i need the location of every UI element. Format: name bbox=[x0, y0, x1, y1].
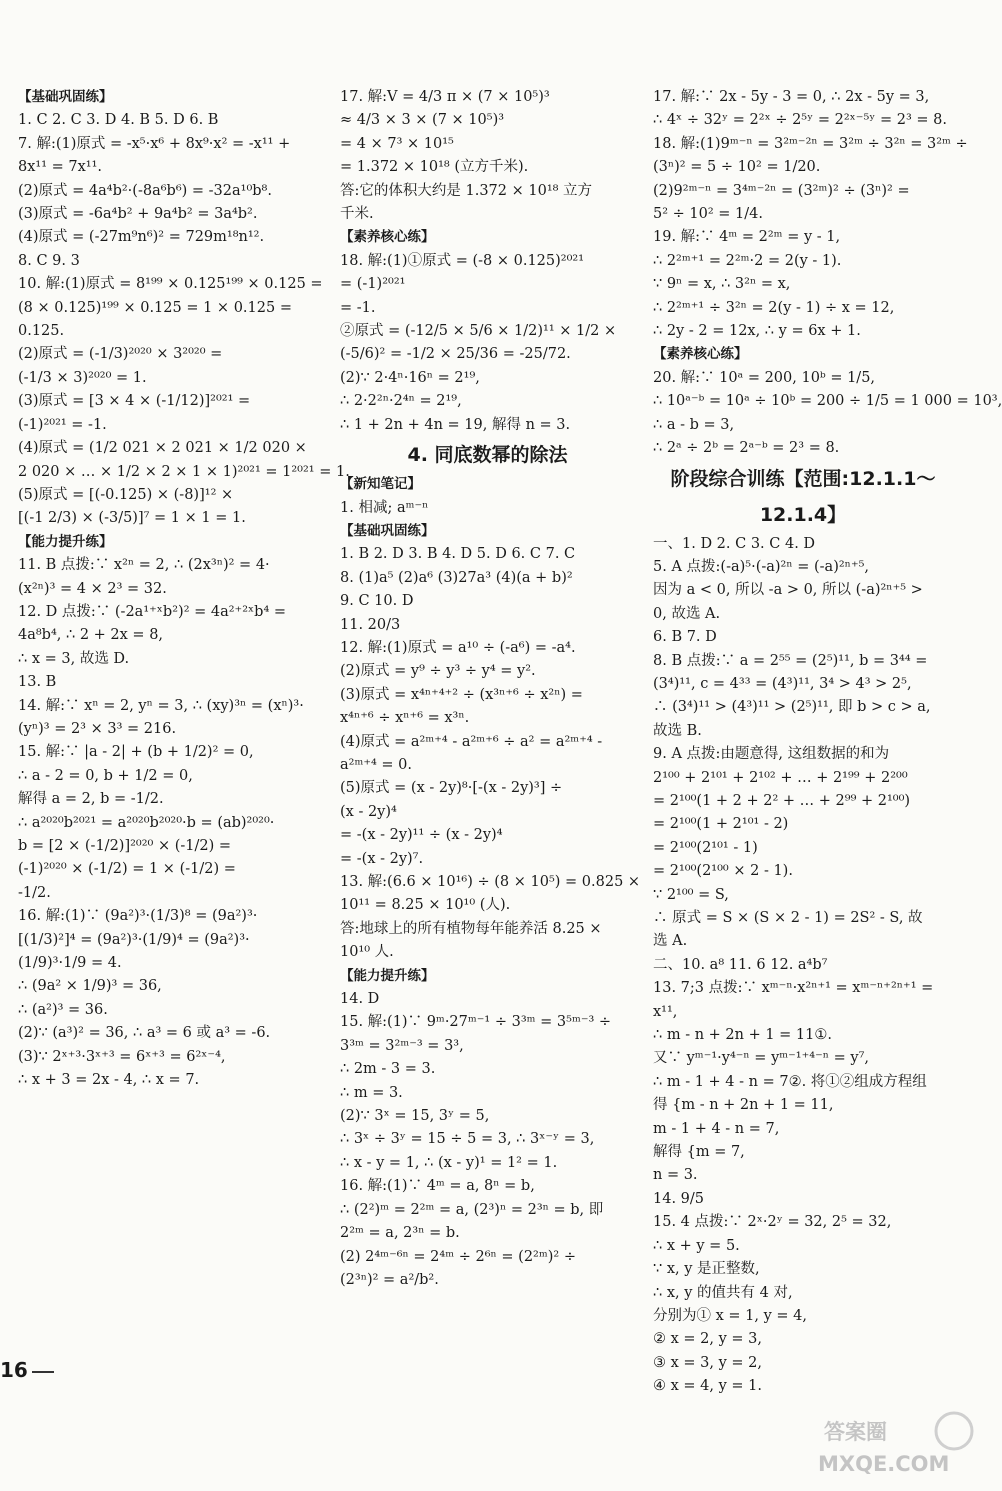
answer-line: [(-1 2/3) × (-3/5)]⁷ = 1 × 1 = 1. bbox=[18, 510, 246, 527]
answer-line: 答:地球上的所有植物每年能养活 8.25 × bbox=[340, 920, 602, 937]
answer-line: 2¹⁰⁰ + 2¹⁰¹ + 2¹⁰² + … + 2¹⁹⁹ + 2²⁰⁰ bbox=[653, 769, 908, 786]
answer-line: = (-1)²⁰²¹ bbox=[340, 276, 406, 293]
answer-line: 12. 解:(1)原式 = a¹⁰ ÷ (-a⁶) = -a⁴. bbox=[340, 639, 576, 656]
answer-line: 4a⁸b⁴, ∴ 2 + 2x = 8, bbox=[18, 627, 164, 644]
answer-line: ∵ 9ⁿ = x, ∴ 3²ⁿ = x, bbox=[653, 276, 791, 293]
answer-line: ∴ 2m - 3 = 3. bbox=[340, 1061, 436, 1078]
answer-line: 5² ÷ 10² = 1/4. bbox=[653, 206, 763, 223]
answer-line: (3)原式 = [3 × 4 × (-1/12)]²⁰²¹ = bbox=[18, 393, 251, 410]
answer-line: = 2¹⁰⁰(1 + 2 + 2² + … + 2⁹⁹ + 2¹⁰⁰) bbox=[653, 792, 911, 809]
page-number: 16 bbox=[0, 1358, 54, 1382]
answer-line: 19. 解:∵ 4ᵐ = 2²ᵐ = y - 1, bbox=[653, 229, 841, 246]
answer-line: a²ᵐ⁺⁴ = 0. bbox=[340, 756, 413, 773]
answer-line: 8. B 点拨:∵ a = 2⁵⁵ = (2⁵)¹¹, b = 3⁴⁴ = bbox=[653, 652, 928, 669]
answer-line: ∴ 3ˣ ÷ 3ʸ = 15 ÷ 5 = 3, ∴ 3ˣ⁻ʸ = 3, bbox=[340, 1131, 595, 1148]
answer-line: 15. 解:∵ |a - 2| + (b + 1/2)² = 0, bbox=[18, 744, 254, 761]
answer-line: ∴ m = 3. bbox=[340, 1084, 403, 1101]
answer-line: 故选 B. bbox=[653, 722, 702, 739]
watermark-url: MXQE.COM bbox=[818, 1452, 950, 1476]
section-heading: 【能力提升练】 bbox=[340, 967, 435, 984]
answer-line: ∴ 原式 = S × (S × 2 - 1) = 2S² - S, 故 bbox=[653, 910, 923, 926]
answer-line: ∴ 2²ᵐ⁺¹ = 2²ᵐ·2 = 2(y - 1). bbox=[653, 252, 842, 269]
answer-line: 13. B bbox=[18, 674, 57, 691]
answer-line: (5)原式 = [(-0.125) × (-8)]¹² × bbox=[18, 486, 234, 503]
answer-line: = 2¹⁰⁰(2¹⁰¹ - 1) bbox=[653, 839, 758, 856]
answer-line: ∵ x, y 是正整数, bbox=[653, 1261, 760, 1278]
answer-line: (3⁴)¹¹, c = 4³³ = (4³)¹¹, 3⁴ > 4³ > 2⁵, bbox=[653, 675, 912, 692]
section-heading: 【素养核心练】 bbox=[653, 346, 748, 363]
answer-line: 2 020 × … × 1/2 × 2 × 1 × 1)²⁰²¹ = 1²⁰²¹ = 1. bbox=[18, 463, 350, 480]
answer-line: (1/9)³·1/9 = 4. bbox=[18, 955, 122, 972]
answer-line: 0, 故选 A. bbox=[653, 605, 721, 622]
answer-line: = -1. bbox=[340, 299, 376, 316]
answer-line: (x - 2y)⁴ bbox=[340, 803, 397, 820]
answer-line: 16. 解:(1)∵ 4ᵐ = a, 8ⁿ = b, bbox=[340, 1178, 535, 1195]
answer-line: ∴ x = 3, 故选 D. bbox=[18, 650, 130, 667]
answer-line: (-1)²⁰²¹ = -1. bbox=[18, 416, 107, 433]
answer-line: (-1/3 × 3)²⁰²⁰ = 1. bbox=[18, 369, 147, 386]
answer-line: = -(x - 2y)¹¹ ÷ (x - 2y)⁴ bbox=[340, 827, 503, 844]
answer-line: (2) 2⁴ᵐ⁻⁶ⁿ = 2⁴ᵐ ÷ 2⁶ⁿ = (2²ᵐ)² ÷ bbox=[340, 1248, 576, 1265]
answer-line: 9. A 点拨:由题意得, 这组数据的和为 bbox=[653, 746, 890, 763]
answer-line: (3)原式 = x⁴ⁿ⁺⁴⁺² ÷ (x³ⁿ⁺⁶ ÷ x²ⁿ) = bbox=[340, 686, 583, 703]
answer-line: ∴ x + y = 5. bbox=[653, 1237, 740, 1254]
answer-line: 11. 20/3 bbox=[340, 616, 401, 633]
answer-line: = 2¹⁰⁰(2¹⁰⁰ × 2 - 1). bbox=[653, 863, 793, 880]
answer-line: ∴ 2y - 2 = 12x, ∴ y = 6x + 1. bbox=[653, 323, 861, 340]
watermark-logo bbox=[804, 1409, 982, 1481]
answer-line: 13. 7;3 点拨:∵ xᵐ⁻ⁿ·x²ⁿ⁺¹ = xᵐ⁻ⁿ⁺²ⁿ⁺¹ = bbox=[653, 980, 934, 997]
answer-line: 得 {m - n + 2n + 1 = 11, bbox=[653, 1097, 834, 1114]
answer-line: ∴ (9a² × 1/9)³ = 36, bbox=[18, 978, 162, 995]
answer-line: (4)原式 = a²ᵐ⁺⁴ - a²ᵐ⁺⁶ ÷ a² = a²ᵐ⁺⁴ - bbox=[340, 733, 603, 750]
answer-line: 答:它的体积大约是 1.372 × 10¹⁸ 立方 bbox=[340, 182, 593, 199]
answer-line: 14. 解:∵ xⁿ = 2, yⁿ = 3, ∴ (xy)³ⁿ = (xⁿ)³· bbox=[18, 697, 304, 714]
answer-line: 10¹¹ = 8.25 × 10¹⁰ (人). bbox=[340, 897, 511, 914]
answer-line: ∴ x + 3 = 2x - 4, ∴ x = 7. bbox=[18, 1072, 200, 1089]
answer-line: (-1)²⁰²⁰ × (-1/2) = 1 × (-1/2) = bbox=[18, 861, 236, 878]
answer-line: 18. 解:(1)①原式 = (-8 × 0.125)²⁰²¹ bbox=[340, 252, 585, 269]
section-heading: 【基础巩固练】 bbox=[18, 89, 113, 105]
answer-line: m - 1 + 4 - n = 7, bbox=[653, 1120, 780, 1137]
answer-line: ∴ a - b = 3, bbox=[653, 416, 735, 433]
answer-line: (3)原式 = -6a⁴b² + 9a⁴b² = 3a⁴b². bbox=[18, 206, 258, 223]
answer-line: b = [2 × (-1/2)]²⁰²⁰ × (-1/2) = bbox=[18, 838, 232, 854]
answer-line: 分别为① x = 1, y = 4, bbox=[653, 1307, 807, 1324]
answer-line: 选 A. bbox=[653, 933, 688, 950]
answer-line: (2)9²ᵐ⁻ⁿ = 3⁴ᵐ⁻²ⁿ = (3²ᵐ)² ÷ (3ⁿ)² = bbox=[653, 182, 910, 199]
answer-line: = -(x - 2y)⁷. bbox=[340, 850, 424, 867]
section-heading: 【能力提升练】 bbox=[18, 533, 113, 550]
answer-line: ∴ 1 + 2n + 4n = 19, 解得 n = 3. bbox=[340, 416, 571, 433]
answer-line: 17. 解:∵ 2x - 5y - 3 = 0, ∴ 2x - 5y = 3, bbox=[653, 89, 930, 105]
answer-line: ∴ x - y = 1, ∴ (x - y)¹ = 1² = 1. bbox=[340, 1154, 558, 1171]
answer-line: 因为 a < 0, 所以 -a > 0, 所以 (-a)²ⁿ⁺⁵ > bbox=[653, 582, 923, 599]
answer-line: x¹¹, bbox=[653, 1003, 678, 1020]
answer-line: (4)原式 = (1/2 021 × 2 021 × 1/2 020 × bbox=[18, 440, 307, 457]
answer-line: ∴ 2ᵃ ÷ 2ᵇ = 2ᵃ⁻ᵇ = 2³ = 8. bbox=[653, 440, 840, 457]
answer-line: 12. D 点拨:∵ (-2a¹⁺ˣb²)² = 4a²⁺²ˣb⁴ = bbox=[18, 603, 287, 620]
answer-line: [(1/3)²]⁴ = (9a²)³·(1/9)⁴ = (9a²)³· bbox=[18, 931, 250, 948]
answer-line: 1. 相减; aᵐ⁻ⁿ bbox=[340, 499, 429, 516]
answer-line: 二、10. a⁸ 11. 6 12. a⁴b⁷ bbox=[653, 956, 828, 973]
answer-line: 10¹⁰ 人. bbox=[340, 944, 394, 961]
answer-line: 8x¹¹ = 7x¹¹. bbox=[18, 159, 103, 176]
answer-line: (2³ⁿ)² = a²/b². bbox=[340, 1271, 439, 1288]
answer-line: 解得 a = 2, b = -1/2. bbox=[18, 791, 164, 808]
answer-line: ④ x = 4, y = 1. bbox=[653, 1378, 762, 1395]
answer-line: 10. 解:(1)原式 = 8¹⁹⁹ × 0.125¹⁹⁹ × 0.125 = bbox=[18, 276, 323, 293]
answer-line: 13. 解:(6.6 × 10¹⁶) ÷ (8 × 10⁵) = 0.825 × bbox=[340, 874, 641, 890]
section-heading: 【新知笔记】 bbox=[340, 476, 421, 493]
answer-line: ∴ a - 2 = 0, b + 1/2 = 0, bbox=[18, 767, 193, 784]
answer-line: (-5/6)² = -1/2 × 25/36 = -25/72. bbox=[340, 346, 571, 363]
answer-line: n = 3. bbox=[653, 1167, 698, 1184]
answer-line: 15. 4 点拨:∵ 2ˣ·2ʸ = 32, 2⁵ = 32, bbox=[653, 1214, 892, 1231]
answer-line: (x²ⁿ)³ = 4 × 2³ = 32. bbox=[18, 580, 167, 597]
answer-line: ∴ (3⁴)¹¹ > (4³)¹¹ > (2⁵)¹¹, 即 b > c > a, bbox=[653, 699, 931, 716]
answer-column-right bbox=[653, 86, 1002, 1399]
section-heading: 【素养核心练】 bbox=[340, 229, 435, 246]
answer-line: 又∵ yᵐ⁻¹·y⁴⁻ⁿ = yᵐ⁻¹⁺⁴⁻ⁿ = y⁷, bbox=[653, 1050, 869, 1067]
answer-line: (2)∵ 3ˣ = 15, 3ʸ = 5, bbox=[340, 1108, 490, 1125]
answer-line: ∴ m - 1 + 4 - n = 7②. 将①②组成方程组 bbox=[653, 1073, 927, 1090]
answer-line: ∴ m - n + 2n + 1 = 11①. bbox=[653, 1027, 832, 1044]
answer-line: ②原式 = (-12/5 × 5/6 × 1/2)¹¹ × 1/2 × bbox=[340, 323, 617, 340]
answer-line: 1. B 2. D 3. B 4. D 5. D 6. C 7. C bbox=[340, 546, 576, 563]
answer-line: ② x = 2, y = 3, bbox=[653, 1331, 762, 1348]
answer-line: ≈ 4/3 × 3 × (7 × 10⁵)³ bbox=[340, 112, 505, 129]
answer-line: 20. 解:∵ 10ᵃ = 200, 10ᵇ = 1/5, bbox=[653, 369, 876, 386]
answer-line: ∴ (a²)³ = 36. bbox=[18, 1001, 108, 1018]
answer-line: ∴ 4ˣ ÷ 32ʸ = 2²ˣ ÷ 2⁵ʸ = 2²ˣ⁻⁵ʸ = 2³ = 8. bbox=[653, 112, 948, 129]
answer-line: 8. (1)a⁵ (2)a⁶ (3)27a³ (4)(a + b)² bbox=[340, 569, 573, 586]
answer-column-left bbox=[18, 86, 350, 1092]
answer-line: 千米. bbox=[340, 206, 374, 223]
answer-line: 1. C 2. C 3. D 4. B 5. D 6. B bbox=[18, 112, 219, 129]
answer-line: (2)原式 = y⁹ ÷ y³ ÷ y⁴ = y². bbox=[340, 663, 536, 680]
answer-line: 16. 解:(1)∵ (9a²)³·(1/3)⁸ = (9a²)³· bbox=[18, 908, 258, 925]
answer-line: (8 × 0.125)¹⁹⁹ × 0.125 = 1 × 0.125 = bbox=[18, 299, 292, 316]
answer-line: x⁴ⁿ⁺⁶ ÷ xⁿ⁺⁶ = x³ⁿ. bbox=[340, 710, 470, 727]
answer-line: ∴ a²⁰²⁰b²⁰²¹ = a²⁰²⁰b²⁰²⁰·b = (ab)²⁰²⁰· bbox=[18, 814, 275, 831]
answer-line: ∴ (2²)ᵐ = 2²ᵐ = a, (2³)ⁿ = 2³ⁿ = b, 即 bbox=[340, 1201, 604, 1218]
answer-line: 6. B 7. D bbox=[653, 629, 717, 646]
answer-line: ∴ x, y 的值共有 4 对, bbox=[653, 1284, 793, 1301]
answer-line: (2)∵ (a³)² = 36, ∴ a³ = 6 或 a³ = -6. bbox=[18, 1025, 271, 1042]
answer-line: 17. 解:V = 4/3 π × (7 × 10⁵)³ bbox=[340, 89, 550, 105]
watermark-brand: 答案圈 bbox=[824, 1420, 887, 1444]
answer-line: 9. C 10. D bbox=[340, 593, 414, 610]
answer-line: (2)原式 = 4a⁴b²·(-8a⁶b⁶) = -32a¹⁰b⁸. bbox=[18, 182, 272, 199]
answer-line: ∵ 2¹⁰⁰ = S, bbox=[653, 886, 729, 903]
answer-line: 11. B 点拨:∵ x²ⁿ = 2, ∴ (2x³ⁿ)² = 4· bbox=[18, 557, 270, 574]
answer-line: (2)原式 = (-1/3)²⁰²⁰ × 3²⁰²⁰ = bbox=[18, 346, 223, 363]
answer-line: 0.125. bbox=[18, 323, 65, 340]
answer-line: 14. D bbox=[340, 991, 380, 1008]
chapter-title: 4. 同底数幂的除法 bbox=[407, 444, 568, 467]
chapter-title: 阶段综合训练【范围:12.1.1～12.1.4】 bbox=[670, 467, 936, 526]
answer-line: 14. 9/5 bbox=[653, 1190, 705, 1207]
answer-column-middle bbox=[340, 86, 641, 1292]
answer-line: (2)∵ 2·4ⁿ·16ⁿ = 2¹⁹, bbox=[340, 369, 480, 386]
answer-line: (4)原式 = (-27m⁹n⁶)² = 729m¹⁸n¹². bbox=[18, 229, 265, 246]
answer-line: = 4 × 7³ × 10¹⁵ bbox=[340, 135, 454, 152]
answer-line: 8. C 9. 3 bbox=[18, 252, 80, 269]
section-heading: 【基础巩固练】 bbox=[340, 522, 435, 539]
answer-line: (3ⁿ)² = 5 ÷ 10² = 1/20. bbox=[653, 159, 821, 176]
answer-line: ③ x = 3, y = 2, bbox=[653, 1354, 762, 1371]
answer-line: ∴ 2²ᵐ⁺¹ ÷ 3²ⁿ = 2(y - 1) ÷ x = 12, bbox=[653, 299, 895, 316]
answer-line: -1/2. bbox=[18, 884, 51, 901]
answer-line: (yⁿ)³ = 2³ × 3³ = 216. bbox=[18, 720, 177, 737]
answer-line: ∴ 10ᵃ⁻ᵇ = 10ᵃ ÷ 10ᵇ = 200 ÷ 1/5 = 1 000 = 10³, bbox=[653, 393, 1002, 410]
answer-line: 2²ᵐ = a, 2³ⁿ = b. bbox=[340, 1225, 460, 1242]
answer-line: 18. 解:(1)9ᵐ⁻ⁿ = 3²ᵐ⁻²ⁿ = 3²ᵐ ÷ 3²ⁿ = 3²ᵐ ÷ bbox=[653, 135, 968, 152]
answer-line: = 2¹⁰⁰(1 + 2¹⁰¹ - 2) bbox=[653, 816, 789, 833]
answer-line: = 1.372 × 10¹⁸ (立方千米). bbox=[340, 159, 529, 176]
answer-line: ∴ 2·2²ⁿ·2⁴ⁿ = 2¹⁹, bbox=[340, 393, 462, 410]
answer-line: 7. 解:(1)原式 = -x⁵·x⁶ + 8x⁹·x² = -x¹¹ + bbox=[18, 135, 291, 152]
answer-line: 解得 {m = 7, bbox=[653, 1144, 745, 1161]
answer-line: 15. 解:(1)∵ 9ᵐ·27ᵐ⁻¹ ÷ 3³ᵐ = 3⁵ᵐ⁻³ ÷ bbox=[340, 1014, 612, 1031]
answer-line: 5. A 点拨:(-a)⁵·(-a)²ⁿ = (-a)²ⁿ⁺⁵, bbox=[653, 558, 870, 575]
answer-line: 一、1. D 2. C 3. C 4. D bbox=[653, 535, 816, 552]
answer-line: (3)∵ 2ˣ⁺³·3ˣ⁺³ = 6ˣ⁺³ = 6²ˣ⁻⁴, bbox=[18, 1048, 226, 1065]
answer-line: 3³ᵐ = 3²ᵐ⁻³ = 3³, bbox=[340, 1037, 464, 1054]
answer-line: (5)原式 = (x - 2y)⁸·[-(x - 2y)³] ÷ bbox=[340, 780, 563, 797]
